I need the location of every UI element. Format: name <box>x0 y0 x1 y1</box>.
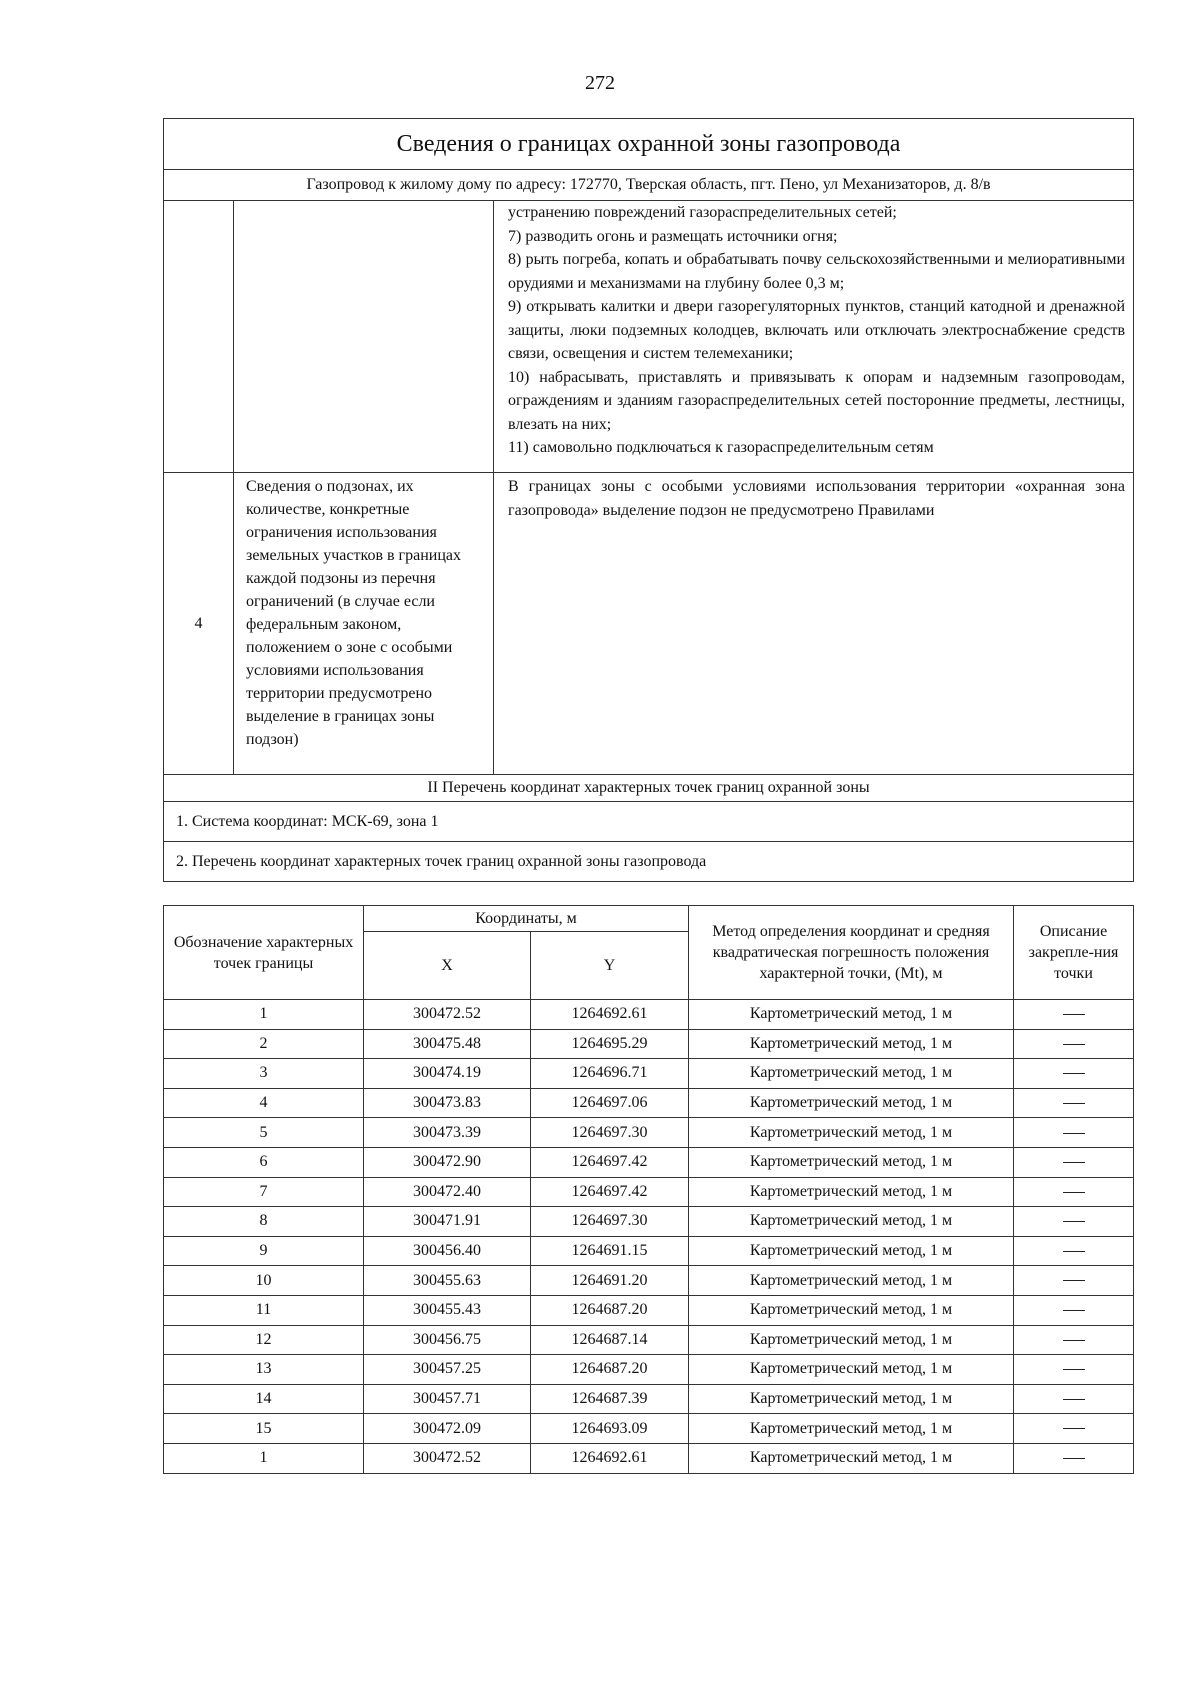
point-x: 300472.90 <box>364 1147 531 1177</box>
point-description <box>1014 1147 1134 1177</box>
point-x: 300472.52 <box>364 1000 531 1030</box>
point-number: 14 <box>164 1384 364 1414</box>
point-method: Картометрический метод, 1 м <box>689 1325 1014 1355</box>
point-number: 1 <box>164 1443 364 1473</box>
point-x: 300474.19 <box>364 1059 531 1089</box>
dash-mark <box>1063 1251 1085 1252</box>
point-description <box>1014 1384 1134 1414</box>
point-x: 300472.09 <box>364 1414 531 1444</box>
dash-mark <box>1063 1014 1085 1015</box>
point-number: 8 <box>164 1207 364 1237</box>
point-y: 1264697.42 <box>531 1147 689 1177</box>
header-coordinates: Координаты, м <box>364 906 689 932</box>
point-number: 6 <box>164 1147 364 1177</box>
restrictions-text <box>494 201 1134 473</box>
row3-number-cell <box>164 201 234 473</box>
point-description <box>1014 1236 1134 1266</box>
point-method: Картометрический метод, 1 м <box>689 1177 1014 1207</box>
point-y: 1264697.42 <box>531 1177 689 1207</box>
point-description <box>1014 1000 1134 1030</box>
point-description <box>1014 1059 1134 1089</box>
dash-mark <box>1063 1428 1085 1429</box>
point-method: Картометрический метод, 1 м <box>689 1088 1014 1118</box>
point-x: 300471.91 <box>364 1207 531 1237</box>
point-y: 1264687.39 <box>531 1384 689 1414</box>
restriction-line: 7) разводить огонь и размещать источники огня; <box>508 227 838 245</box>
table-row <box>164 1029 1134 1059</box>
points-table-body <box>164 1000 1134 1474</box>
point-method: Картометрический метод, 1 м <box>689 1414 1014 1444</box>
point-y: 1264695.29 <box>531 1029 689 1059</box>
dash-mark <box>1063 1221 1085 1222</box>
row4-value: В границах зоны с особыми условиями использования территории «охранная зона газопровода» выделение подзон не предусмотрено Правилами <box>494 473 1134 775</box>
dash-mark <box>1063 1310 1085 1311</box>
document-title: Сведения о границах охранной зоны газопровода <box>164 119 1134 170</box>
header-y: Y <box>531 932 689 1000</box>
point-x: 300473.83 <box>364 1088 531 1118</box>
point-method: Картометрический метод, 1 м <box>689 1295 1014 1325</box>
point-y: 1264692.61 <box>531 1443 689 1473</box>
header-designation: Обозначение характерных точек границы <box>164 906 364 1000</box>
table-row <box>164 1118 1134 1148</box>
table-row <box>164 1295 1134 1325</box>
pipeline-address: Газопровод к жилому дому по адресу: 172770, Тверская область, пгт. Пено, ул Механизаторов, д. 8/в <box>164 170 1134 201</box>
table-row <box>164 1177 1134 1207</box>
point-y: 1264692.61 <box>531 1000 689 1030</box>
dash-mark <box>1063 1044 1085 1045</box>
point-method: Картометрический метод, 1 м <box>689 1443 1014 1473</box>
row3-name-cell <box>234 201 494 473</box>
header-description: Описание закрепле-ния точки <box>1014 906 1134 1000</box>
point-method: Картометрический метод, 1 м <box>689 1147 1014 1177</box>
point-number: 9 <box>164 1236 364 1266</box>
point-y: 1264697.30 <box>531 1118 689 1148</box>
point-number: 11 <box>164 1295 364 1325</box>
row4-number: 4 <box>164 473 234 775</box>
point-number: 13 <box>164 1355 364 1385</box>
point-number: 3 <box>164 1059 364 1089</box>
point-description <box>1014 1177 1134 1207</box>
point-x: 300473.39 <box>364 1118 531 1148</box>
point-method: Картометрический метод, 1 м <box>689 1207 1014 1237</box>
dash-mark <box>1063 1369 1085 1370</box>
table-row <box>164 1443 1134 1473</box>
point-description <box>1014 1355 1134 1385</box>
table-row <box>164 1325 1134 1355</box>
table-row <box>164 1147 1134 1177</box>
restriction-line: устранению повреждений газораспределительных сетей; <box>508 204 897 221</box>
point-y: 1264687.20 <box>531 1355 689 1385</box>
table-row <box>164 1059 1134 1089</box>
point-method: Картометрический метод, 1 м <box>689 1236 1014 1266</box>
table-row <box>164 1266 1134 1296</box>
header-method: Метод определения координат и средняя квадратическая погрешность положения характерной точки, (Мt), м <box>689 906 1014 1000</box>
section2-title: II Перечень координат характерных точек границ охранной зоны <box>164 775 1134 802</box>
point-number: 15 <box>164 1414 364 1444</box>
coordinates-table <box>163 905 1134 1474</box>
point-x: 300472.40 <box>364 1177 531 1207</box>
restriction-line: 10) набрасывать, приставлять и привязывать к опорам и надземным газопроводам, ограждениям и зданиям газораспределительных сетей посторонние предметы, лестницы, влезать на них; <box>508 368 1126 433</box>
restriction-line: 9) открывать калитки и двери газорегуляторных пунктов, станций катодной и дренажной защиты, люки подземных колодцев, включать или отключать электроснабжение средств связи, освещения и систем телемеханики; <box>508 298 1126 362</box>
dash-mark <box>1063 1073 1085 1074</box>
point-description <box>1014 1414 1134 1444</box>
point-description <box>1014 1088 1134 1118</box>
dash-mark <box>1063 1162 1085 1163</box>
dash-mark <box>1063 1399 1085 1400</box>
dash-mark <box>1063 1340 1085 1341</box>
table-row <box>164 1414 1134 1444</box>
point-number: 12 <box>164 1325 364 1355</box>
table-row <box>164 1236 1134 1266</box>
point-method: Картометрический метод, 1 м <box>689 1355 1014 1385</box>
point-y: 1264697.30 <box>531 1207 689 1237</box>
point-x: 300455.43 <box>364 1295 531 1325</box>
restriction-line: 8) рыть погреба, копать и обрабатывать почву сельскохозяйственными и мелиоративными орудиями и механизмами на глубину более 0,3 м; <box>508 251 1126 292</box>
point-method: Картометрический метод, 1 м <box>689 1000 1014 1030</box>
point-x: 300457.25 <box>364 1355 531 1385</box>
point-description <box>1014 1295 1134 1325</box>
point-description <box>1014 1207 1134 1237</box>
point-y: 1264687.20 <box>531 1295 689 1325</box>
point-x: 300457.71 <box>364 1384 531 1414</box>
point-number: 5 <box>164 1118 364 1148</box>
point-number: 7 <box>164 1177 364 1207</box>
point-x: 300475.48 <box>364 1029 531 1059</box>
dash-mark <box>1063 1103 1085 1104</box>
point-y: 1264696.71 <box>531 1059 689 1089</box>
zone-info-table <box>163 118 1134 882</box>
point-x: 300456.75 <box>364 1325 531 1355</box>
dash-mark <box>1063 1458 1085 1459</box>
point-y: 1264697.06 <box>531 1088 689 1118</box>
table-row <box>164 1000 1134 1030</box>
point-description <box>1014 1029 1134 1059</box>
point-description <box>1014 1443 1134 1473</box>
point-method: Картометрический метод, 1 м <box>689 1384 1014 1414</box>
point-x: 300456.40 <box>364 1236 531 1266</box>
point-description <box>1014 1266 1134 1296</box>
table-row <box>164 1355 1134 1385</box>
point-x: 300455.63 <box>364 1266 531 1296</box>
points-list-title: 2. Перечень координат характерных точек границ охранной зоны газопровода <box>164 842 1134 882</box>
point-method: Картометрический метод, 1 м <box>689 1059 1014 1089</box>
point-y: 1264687.14 <box>531 1325 689 1355</box>
table-row <box>164 1088 1134 1118</box>
point-description <box>1014 1325 1134 1355</box>
point-method: Картометрический метод, 1 м <box>689 1029 1014 1059</box>
point-number: 2 <box>164 1029 364 1059</box>
point-y: 1264691.15 <box>531 1236 689 1266</box>
point-number: 10 <box>164 1266 364 1296</box>
point-y: 1264691.20 <box>531 1266 689 1296</box>
restriction-line: 11) самовольно подключаться к газораспределительным сетям <box>508 439 934 456</box>
point-x: 300472.52 <box>364 1443 531 1473</box>
page-number: 272 <box>585 72 615 94</box>
point-method: Картометрический метод, 1 м <box>689 1266 1014 1296</box>
point-number: 4 <box>164 1088 364 1118</box>
row4-name: Сведения о подзонах, их количестве, конкретные ограничения использования земельных участков в границах каждой подзоны из перечня ограничений (в случае если федеральным законом, положением о зоне с особыми условиями использования территории предусмотрено выделение в границах зоны подзон) <box>234 473 494 775</box>
dash-mark <box>1063 1133 1085 1134</box>
dash-mark <box>1063 1280 1085 1281</box>
table-row <box>164 1384 1134 1414</box>
point-method: Картометрический метод, 1 м <box>689 1118 1014 1148</box>
table-row <box>164 1207 1134 1237</box>
point-description <box>1014 1118 1134 1148</box>
dash-mark <box>1063 1192 1085 1193</box>
coordinate-system: 1. Система координат: МСК-69, зона 1 <box>164 802 1134 842</box>
point-number: 1 <box>164 1000 364 1030</box>
point-y: 1264693.09 <box>531 1414 689 1444</box>
header-x: X <box>364 932 531 1000</box>
